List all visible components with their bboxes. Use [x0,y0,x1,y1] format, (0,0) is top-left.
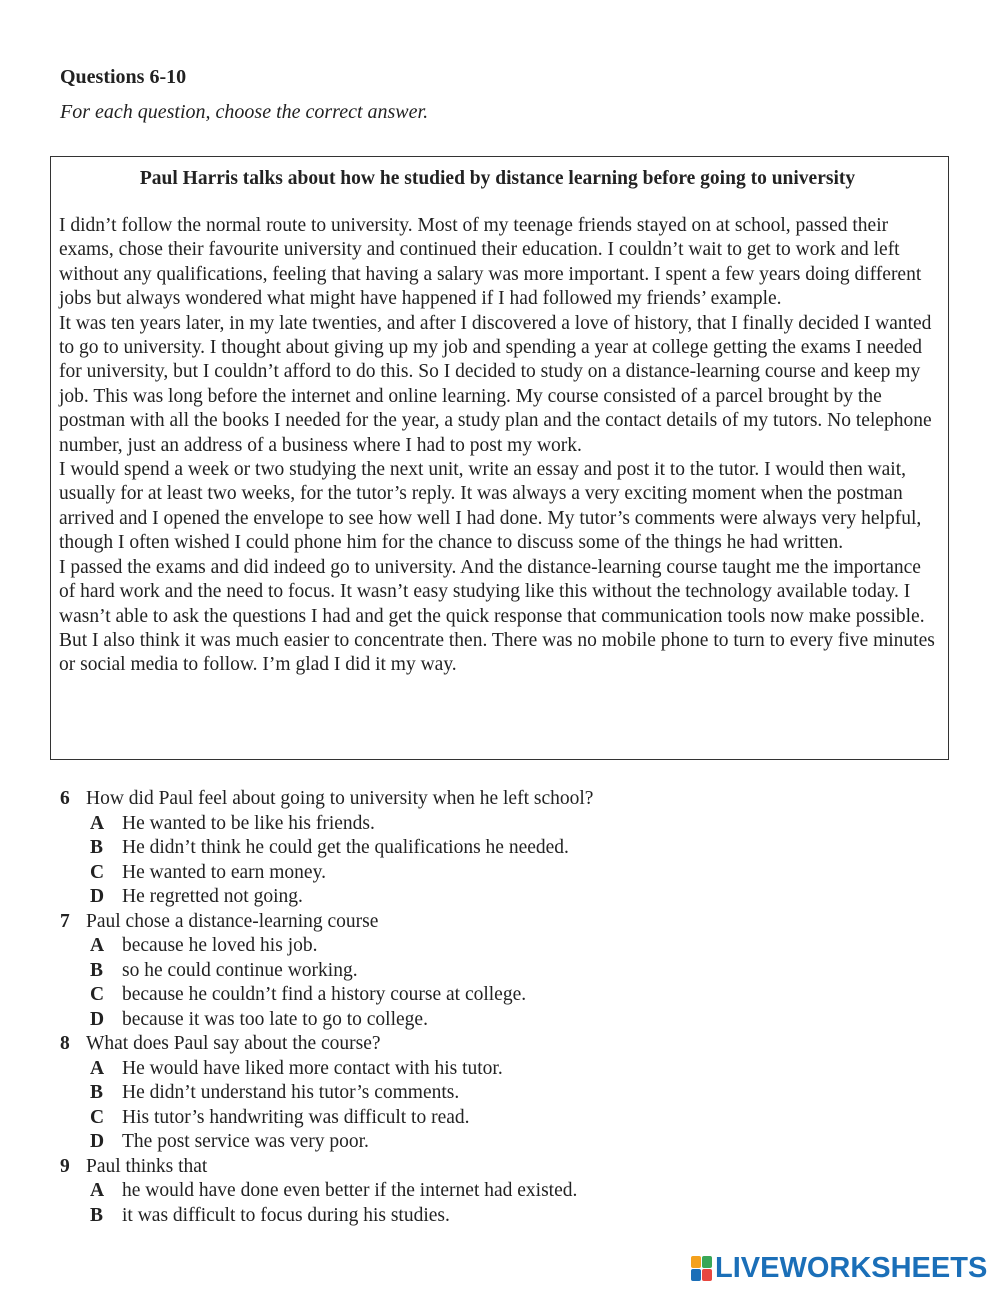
option-text: so he could continue working. [122,959,358,981]
answer-option-d[interactable] [60,1008,960,1033]
question-text: How did Paul feel about going to university when he left school? [86,788,594,809]
logo-text: LIVEWORKSHEETS [715,1252,988,1284]
reading-passage-box [50,156,949,760]
option-text: He would have liked more contact with his tutor. [122,1057,503,1079]
answer-option-a[interactable] [60,1057,960,1082]
option-letter: A [90,812,105,834]
option-text: He didn’t think he could get the qualifications he needed. [122,837,569,858]
option-letter: A [90,935,105,956]
option-letter: C [90,984,105,1005]
answer-option-c[interactable] [60,1106,960,1131]
question-text: Paul chose a distance-learning course [86,910,379,932]
option-letter: B [90,959,104,981]
answer-option-b[interactable] [60,1204,960,1229]
option-text: because it was too late to go to college. [122,1008,428,1030]
option-text: He wanted to be like his friends. [122,812,375,834]
answer-option-b[interactable] [60,836,960,861]
option-text: because he loved his job. [122,935,318,956]
option-letter: D [90,1008,105,1030]
question-8 [60,1032,960,1155]
option-text: His tutor’s handwriting was difficult to read. [122,1106,470,1128]
option-text: He didn’t understand his tutor’s comments. [122,1082,460,1103]
answer-option-b[interactable] [60,1081,960,1106]
option-letter: B [90,1082,104,1103]
option-text: he would have done even better if the internet had existed. [122,1180,578,1201]
option-letter: C [90,1106,105,1128]
answer-option-c[interactable] [60,861,960,886]
question-number: 6 [60,788,70,809]
answer-option-c[interactable] [60,983,960,1008]
answer-option-d[interactable] [60,885,960,910]
option-text: The post service was very poor. [122,1131,369,1152]
answer-option-a[interactable] [60,1179,960,1204]
passage-paragraph-3: I would spend a week or two studying the next unit, write an essay and post it to the tutor. I would then wait, usually for at least two weeks, for the tutor’s reply. It was always a very exciting moment when the postman arrived and I opened the envelope to see how well I had done. My tutor’s comments were always very helpful, though I often wished I could phone him for the chance to discuss some of the things he had written. [59,459,922,554]
option-letter: B [90,1204,104,1226]
answer-option-b[interactable] [60,959,960,984]
logo-square-icon [691,1269,701,1281]
question-number: 7 [60,910,70,932]
logo-square-icon [691,1256,701,1268]
passage-paragraph-1: I didn’t follow the normal route to university. Most of my teenage friends stayed on at school, passed their exams, chose their favourite university and continued their education. I couldn’t wait to get to work and left without any qualifications, feeling that having a salary was more important. I spent a few years doing different jobs but always wondered what might have happened if I had followed my friends’ example. [59,215,922,310]
answer-option-d[interactable] [60,1130,960,1155]
question-text: Paul thinks that [86,1155,208,1177]
option-letter: D [90,1131,105,1152]
answer-option-a[interactable] [60,934,960,959]
option-letter: B [90,837,104,858]
question-stem [60,787,960,812]
logo-square-icon [702,1256,712,1268]
answer-option-a[interactable] [60,812,960,837]
question-stem [60,1032,960,1057]
option-letter: A [90,1180,105,1201]
option-text: it was difficult to focus during his studies. [122,1204,450,1226]
question-number: 8 [60,1033,70,1054]
question-6 [60,787,960,910]
option-text: He regretted not going. [122,886,303,907]
question-text: What does Paul say about the course? [86,1033,381,1054]
question-stem [60,910,960,935]
option-letter: A [90,1057,105,1079]
passage-paragraph-4: I passed the exams and did indeed go to university. And the distance-learning course taught me the importance of hard work and the need to focus. It wasn’t easy studying like this without the technology available today. I wasn’t able to ask the questions I had and get the quick response that communication tools now make possible. But I also think it was much easier to concentrate then. There was no mobile phone to turn to every five minutes or social media to follow. I’m glad I did it my way. [59,556,935,676]
logo-square-icon [702,1269,712,1281]
option-letter: D [90,886,105,907]
question-stem [60,1155,960,1180]
passage-title: Paul Harris talks about how he studied by distance learning before going to university [139,168,856,189]
option-text: He wanted to earn money. [122,861,326,883]
question-9 [60,1155,960,1229]
passage-paragraph-2: It was ten years later, in my late twenties, and after I discovered a love of history, that I finally decided I wanted to go to university. I thought about giving up my job and spending a year at college getting the exams I needed for university, but I couldn’t afford to do this. So I decided to study on a distance-learning course and keep my job. This was long before the internet and online learning. My course consisted of a parcel brought by the postman with all the books I needed for the year, a study plan and the contact details of my tutors. No telephone number, just an address of a business where I had to post my work. [59,312,932,456]
instruction-text: For each question, choose the correct answer. [60,101,429,123]
section-heading: Questions 6-10 [60,66,187,88]
liveworksheets-logo [691,1252,987,1284]
question-7 [60,910,960,1033]
option-letter: C [90,861,105,883]
logo-mark-icon [691,1256,712,1281]
question-list [60,787,960,1228]
option-text: because he couldn’t find a history course at college. [122,984,527,1005]
question-number: 9 [60,1155,70,1177]
